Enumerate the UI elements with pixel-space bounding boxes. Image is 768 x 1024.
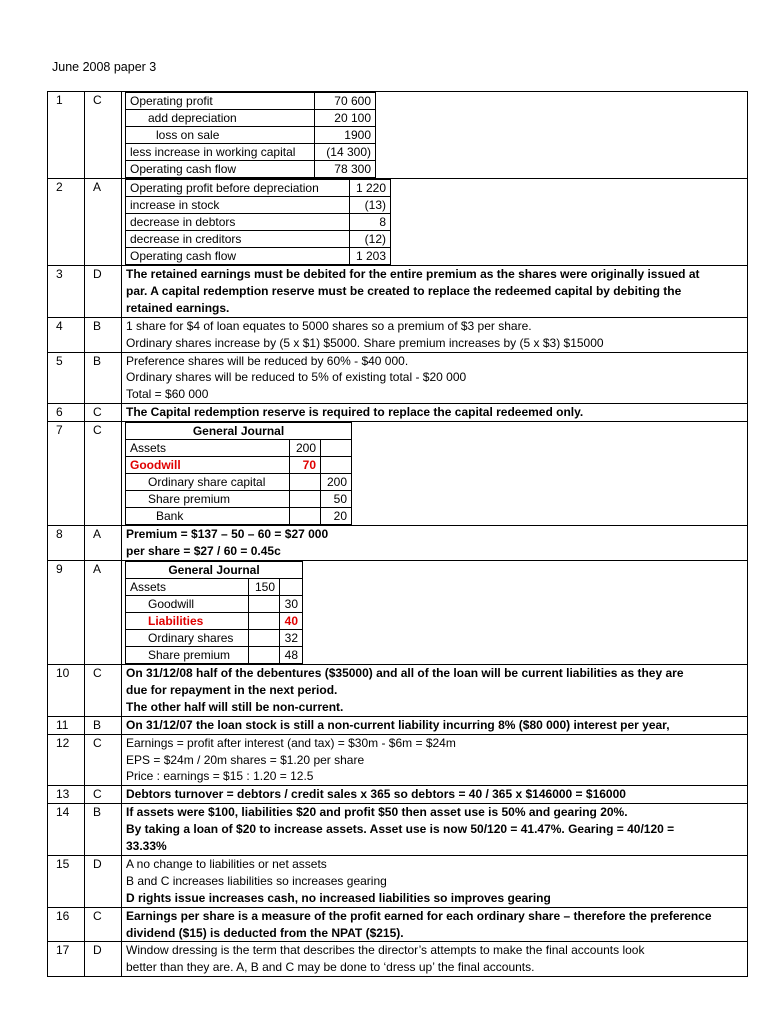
general-journal-q7 bbox=[125, 422, 352, 525]
cash-flow-table-q1 bbox=[125, 92, 376, 178]
table-row-q10 bbox=[48, 664, 748, 716]
cash-flow-table-q2 bbox=[125, 179, 391, 265]
journal-title: General Journal bbox=[126, 561, 303, 578]
journal-credit: 200 bbox=[321, 474, 352, 491]
journal-title: General Journal bbox=[126, 423, 352, 440]
row-label: Operating profit bbox=[126, 93, 315, 110]
answer-letter: B bbox=[85, 317, 122, 352]
answer-text: Window dressing is the term that describes the director’s attempts to make the final accounts look bbox=[126, 943, 645, 958]
table-row-q8 bbox=[48, 526, 748, 561]
row-label: Operating profit before depreciation bbox=[126, 180, 350, 197]
table-row-q2 bbox=[48, 179, 748, 266]
answer-letter: B bbox=[85, 804, 122, 856]
answer-text: The Capital redemption reserve is required to replace the capital redeemed only. bbox=[126, 405, 584, 420]
answer-text: Total = $60 000 bbox=[126, 387, 209, 402]
answer-text: The other half will still be non-current. bbox=[126, 699, 344, 714]
page-title: June 2008 paper 3 bbox=[52, 60, 157, 74]
table-row-q14 bbox=[48, 804, 748, 856]
row-value: 20 100 bbox=[315, 110, 376, 127]
answer-letter: A bbox=[85, 526, 122, 561]
answer-text: Ordinary shares increase by (5 x $1) $5000. Share premium increases by (5 x $3) $15000 bbox=[126, 335, 604, 350]
answer-text: Preference shares will be reduced by 60% - $40 000. bbox=[126, 353, 409, 368]
row-label: add depreciation bbox=[126, 110, 315, 127]
answer-text: 33.33% bbox=[126, 839, 167, 854]
row-value: 1 203 bbox=[350, 248, 391, 265]
answer-letter: B bbox=[85, 716, 122, 734]
journal-account: Assets bbox=[126, 440, 290, 457]
table-row-q17 bbox=[48, 942, 748, 977]
row-value: (12) bbox=[350, 231, 391, 248]
row-label: loss on sale bbox=[126, 127, 315, 144]
answer-text: On 31/12/07 the loan stock is still a non-current liability incurring 8% ($80 000) interest per year, bbox=[126, 717, 670, 732]
answer-letter: D bbox=[85, 266, 122, 318]
question-number: 12 bbox=[48, 734, 85, 786]
question-number: 11 bbox=[48, 716, 85, 734]
row-label: decrease in debtors bbox=[126, 214, 350, 231]
journal-debit bbox=[290, 474, 321, 491]
answer-text: D rights issue increases cash, no increased liabilities so improves gearing bbox=[126, 890, 551, 905]
journal-debit: 70 bbox=[290, 457, 321, 474]
journal-account: Goodwill bbox=[126, 457, 290, 474]
question-number: 4 bbox=[48, 317, 85, 352]
question-number: 16 bbox=[48, 907, 85, 942]
table-row-q13 bbox=[48, 786, 748, 804]
row-value: 70 600 bbox=[315, 93, 376, 110]
table-row-q15 bbox=[48, 855, 748, 907]
answer-letter: A bbox=[85, 560, 122, 664]
answer-text: Debtors turnover = debtors / credit sales x 365 so debtors = 40 / 365 x $146000 = $16000 bbox=[126, 787, 626, 802]
question-number: 17 bbox=[48, 942, 85, 977]
journal-debit bbox=[249, 595, 280, 612]
answer-text: If assets were $100, liabilities $20 and profit $50 then asset use is 50% and gearing 20%. bbox=[126, 805, 628, 820]
journal-account: Goodwill bbox=[126, 595, 249, 612]
row-value: 1900 bbox=[315, 127, 376, 144]
table-row-q6 bbox=[48, 404, 748, 422]
table-row-q7 bbox=[48, 422, 748, 526]
answer-text: Premium = $137 – 50 – 60 = $27 000 bbox=[126, 527, 329, 542]
journal-account: Share premium bbox=[126, 646, 249, 663]
journal-account: Ordinary shares bbox=[126, 629, 249, 646]
answer-text: per share = $27 / 60 = 0.45c bbox=[126, 544, 281, 559]
journal-debit bbox=[249, 646, 280, 663]
question-number: 5 bbox=[48, 352, 85, 404]
answer-text: Earnings = profit after interest (and tax) = $30m - $6m = $24m bbox=[126, 735, 456, 750]
table-row-q3 bbox=[48, 266, 748, 318]
question-number: 14 bbox=[48, 804, 85, 856]
answer-text: retained earnings. bbox=[126, 300, 230, 315]
answer-text: Earnings per share is a measure of the profit earned for each ordinary share – therefore the preference bbox=[126, 908, 712, 923]
row-value: 78 300 bbox=[315, 161, 376, 178]
journal-credit: 20 bbox=[321, 508, 352, 525]
answer-text: dividend ($15) is deducted from the NPAT ($215). bbox=[126, 925, 404, 940]
journal-debit bbox=[290, 508, 321, 525]
answer-text: By taking a loan of $20 to increase assets. Asset use is now 50/120 = 41.47%. Gearing = 40/120 = bbox=[126, 822, 675, 837]
question-number: 6 bbox=[48, 404, 85, 422]
answer-letter: D bbox=[85, 855, 122, 907]
answer-letter: C bbox=[85, 404, 122, 422]
answer-letter: A bbox=[85, 179, 122, 266]
question-number: 15 bbox=[48, 855, 85, 907]
answer-text: B and C increases liabilities so increases gearing bbox=[126, 873, 387, 888]
answer-letter: D bbox=[85, 942, 122, 977]
answer-letter: B bbox=[85, 352, 122, 404]
question-number: 8 bbox=[48, 526, 85, 561]
answer-text: EPS = $24m / 20m shares = $1.20 per share bbox=[126, 752, 365, 767]
journal-credit bbox=[321, 457, 352, 474]
row-value: (13) bbox=[350, 197, 391, 214]
journal-debit bbox=[249, 629, 280, 646]
journal-account: Ordinary share capital bbox=[126, 474, 290, 491]
journal-credit bbox=[321, 440, 352, 457]
answers-table bbox=[47, 91, 748, 977]
table-row-q9 bbox=[48, 560, 748, 664]
question-number: 1 bbox=[48, 92, 85, 179]
journal-account: Liabilities bbox=[126, 612, 249, 629]
table-row-q11 bbox=[48, 716, 748, 734]
row-label: decrease in creditors bbox=[126, 231, 350, 248]
row-label: increase in stock bbox=[126, 197, 350, 214]
answer-letter: C bbox=[85, 92, 122, 179]
answer-text: better than they are. A, B and C may be done to ‘dress up’ the final accounts. bbox=[126, 960, 535, 975]
question-number: 10 bbox=[48, 664, 85, 716]
question-number: 2 bbox=[48, 179, 85, 266]
row-value: 8 bbox=[350, 214, 391, 231]
journal-debit bbox=[249, 612, 280, 629]
answer-text: due for repayment in the next period. bbox=[126, 682, 338, 697]
journal-account: Bank bbox=[126, 508, 290, 525]
row-label: less increase in working capital bbox=[126, 144, 315, 161]
answer-letter: C bbox=[85, 734, 122, 786]
journal-credit bbox=[280, 578, 303, 595]
question-number: 3 bbox=[48, 266, 85, 318]
row-value: (14 300) bbox=[315, 144, 376, 161]
journal-credit: 30 bbox=[280, 595, 303, 612]
question-number: 9 bbox=[48, 560, 85, 664]
answer-letter: C bbox=[85, 786, 122, 804]
row-value: 1 220 bbox=[350, 180, 391, 197]
answer-text: 1 share for $4 of loan equates to 5000 shares so a premium of $3 per share. bbox=[126, 318, 532, 333]
answer-text: Price : earnings = $15 : 1.20 = 12.5 bbox=[126, 769, 314, 784]
journal-credit: 40 bbox=[280, 612, 303, 629]
answer-letter: C bbox=[85, 664, 122, 716]
table-row-q4 bbox=[48, 317, 748, 352]
answer-letter: C bbox=[85, 422, 122, 526]
journal-credit: 50 bbox=[321, 491, 352, 508]
table-row-q16 bbox=[48, 907, 748, 942]
row-label: Operating cash flow bbox=[126, 161, 315, 178]
question-number: 7 bbox=[48, 422, 85, 526]
journal-account: Assets bbox=[126, 578, 249, 595]
question-number: 13 bbox=[48, 786, 85, 804]
table-row-q1 bbox=[48, 92, 748, 179]
journal-account: Share premium bbox=[126, 491, 290, 508]
table-row-q12 bbox=[48, 734, 748, 786]
answer-letter: C bbox=[85, 907, 122, 942]
journal-debit: 200 bbox=[290, 440, 321, 457]
journal-credit: 32 bbox=[280, 629, 303, 646]
journal-debit bbox=[290, 491, 321, 508]
answer-text: par. A capital redemption reserve must be created to replace the redeemed capital by debiting the bbox=[126, 283, 682, 298]
answer-text: Ordinary shares will be reduced to 5% of existing total - $20 000 bbox=[126, 370, 467, 385]
journal-debit: 150 bbox=[249, 578, 280, 595]
general-journal-q9 bbox=[125, 561, 303, 664]
row-label: Operating cash flow bbox=[126, 248, 350, 265]
table-row-q5 bbox=[48, 352, 748, 404]
answer-text: A no change to liabilities or net assets bbox=[126, 856, 327, 871]
answer-text: On 31/12/08 half of the debentures ($35000) and all of the loan will be current liabilities as they are bbox=[126, 665, 684, 680]
journal-credit: 48 bbox=[280, 646, 303, 663]
answer-text: The retained earnings must be debited for the entire premium as the shares were originally issued at bbox=[126, 267, 700, 281]
